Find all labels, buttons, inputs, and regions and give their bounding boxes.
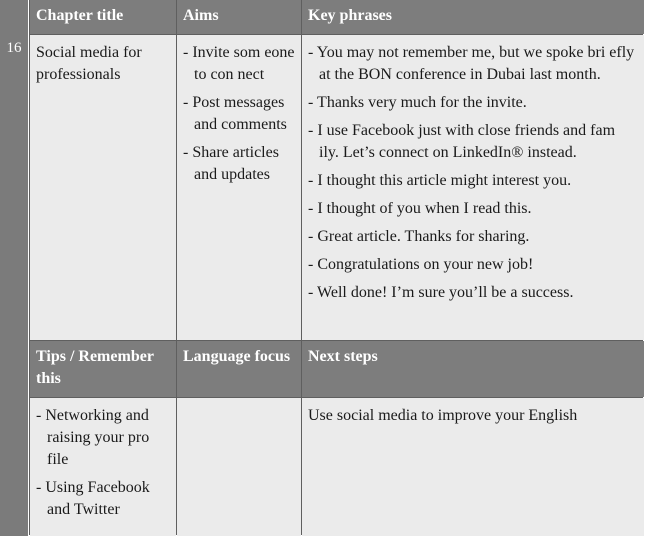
- header-tips: Tips / Remember this: [30, 341, 176, 397]
- tips-list: [36, 405, 170, 521]
- header-chapter-title: Chapter title: [30, 0, 176, 34]
- unit-number: 16: [6, 40, 22, 56]
- key-phrase-item: - Well done! I’m sure you’ll be a success.: [308, 282, 638, 304]
- header-aims: Aims: [177, 0, 301, 34]
- tip-item: - Using Facebook and Twitter: [36, 477, 170, 521]
- header-language-focus: Language focus: [177, 341, 301, 397]
- aim-item: - Share articles and updates: [183, 142, 295, 186]
- header-next-steps: Next steps: [302, 341, 644, 397]
- key-phrase-item: - I thought of you when I read this.: [308, 198, 638, 220]
- key-phrases-cell: [302, 35, 644, 340]
- tip-item: - Networking and raising your pro file: [36, 405, 170, 471]
- aims-list: [183, 42, 295, 186]
- aim-item: - Invite som eone to con nect: [183, 42, 295, 86]
- aim-item: - Post messages and comments: [183, 92, 295, 136]
- next-steps-text: Use social media to improve your English: [308, 407, 578, 424]
- tips-cell: [30, 398, 176, 536]
- aims-cell: [177, 35, 301, 340]
- language-focus-cell: [177, 398, 301, 536]
- key-phrases-list: [308, 42, 638, 304]
- key-phrase-item: - Thanks very much for the invite.: [308, 92, 638, 114]
- next-steps-cell: [302, 398, 644, 536]
- chapter-title-text: Social media for professionals: [36, 44, 142, 83]
- key-phrase-item: - Congratulations on your new job!: [308, 254, 638, 276]
- key-phrase-item: - You may not remember me, but we spoke bri efly at the BON conference in Dubai last month.: [308, 42, 638, 86]
- key-phrase-item: - I thought this article might interest you.: [308, 170, 638, 192]
- key-phrase-item: - I use Facebook just with close friends and fam ily. Let’s connect on LinkedIn® instead.: [308, 120, 638, 164]
- key-phrase-item: - Great article. Thanks for sharing.: [308, 226, 638, 248]
- chapter-table: [29, 0, 643, 535]
- unit-sidebar: [0, 0, 28, 536]
- header-key-phrases: Key phrases: [302, 0, 644, 34]
- chapter-title-cell: [30, 35, 176, 340]
